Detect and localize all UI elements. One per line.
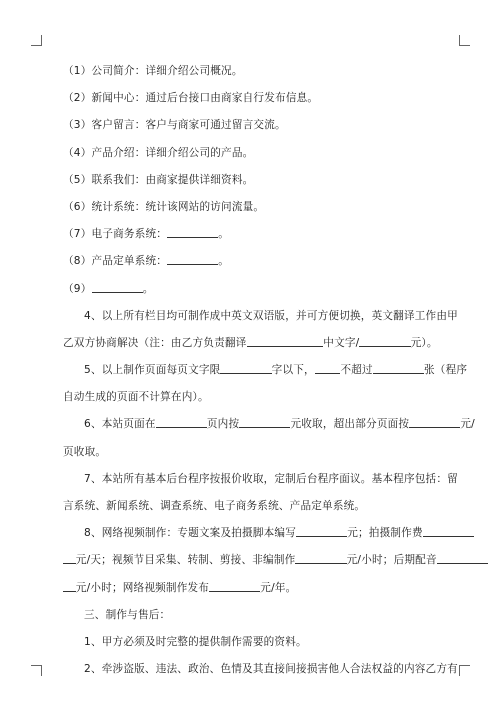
- paragraph-line: [63, 629, 441, 656]
- crop-mark-top-left: [31, 35, 42, 46]
- line-text: 中文字/: [323, 336, 360, 349]
- line-text: （5）联系我们：由商家提供详细资料。: [63, 173, 254, 186]
- line-text: 元/天；视频节目采集、转制、剪接、非编制作: [75, 554, 296, 567]
- line-text: 元）。: [410, 336, 438, 349]
- paragraph-line: [63, 411, 475, 438]
- fill-in-blank: [92, 281, 143, 293]
- line-text: （3）客户留言：客户与商家可通过留言交流。: [63, 119, 286, 132]
- line-text: 言系统、新闻系统、调查系统、电子商务系统、产品定单系统。: [63, 500, 366, 512]
- line-text: 自动生成的页面不计算在内）。: [63, 391, 209, 404]
- line-text: 张（程序: [424, 364, 468, 377]
- fill-in-blank: [63, 580, 76, 592]
- line-text: 乙双方协商解决（注：由乙方负责翻译: [63, 336, 247, 349]
- line-text: 8、网络视频制作：专题文案及拍摄脚本编写: [84, 527, 297, 540]
- paragraph-line: [63, 85, 441, 112]
- paragraph-line: [63, 520, 441, 547]
- fill-in-blank: [423, 525, 474, 537]
- fill-in-blank: [247, 335, 324, 347]
- line-text: 6、本站页面在: [84, 418, 156, 431]
- fill-in-blank: [209, 580, 260, 592]
- paragraph-line: [63, 58, 441, 85]
- line-text: 。: [142, 282, 154, 295]
- line-text: （1）公司简介：详细介绍公司概况。: [63, 65, 243, 77]
- paragraph-line: [63, 493, 441, 520]
- fill-in-blank: [239, 416, 290, 428]
- fill-in-blank: [220, 362, 271, 374]
- paragraph-line: [63, 303, 458, 330]
- fill-in-blank: [295, 552, 346, 564]
- line-text: 不超过: [340, 364, 373, 377]
- line-text: （4）产品介绍：详细介绍公司的产品。: [63, 146, 254, 159]
- line-text: 元/小时；后期配音: [346, 554, 437, 567]
- line-text: 三、制作与售后：: [84, 608, 171, 621]
- line-text: （8）产品定单系统：: [63, 255, 168, 268]
- fill-in-blank: [296, 525, 347, 537]
- paragraph-line: [63, 575, 441, 602]
- line-text: 4、以上所有栏目均可制作成中英文双语版，并可方便切换，英文翻译工作由甲: [84, 309, 458, 322]
- paragraph-line: [63, 112, 441, 139]
- crop-mark-bottom-right: [459, 665, 470, 676]
- line-text: 页内按: [206, 418, 240, 431]
- line-text: 元收取，超出部分页面按: [290, 418, 410, 431]
- line-text: 字以下，: [271, 364, 315, 377]
- paragraph-line: [63, 248, 441, 275]
- crop-mark-top-right: [459, 35, 470, 46]
- paragraph-line: [63, 221, 441, 248]
- line-text: 元；拍摄制作费: [347, 527, 423, 540]
- line-text: 7、本站所有基本后台程序按报价收取，定制后台程序面议。基本程序包括：留: [84, 472, 458, 485]
- fill-in-blank: [359, 335, 410, 347]
- line-text: 页收取。: [63, 445, 107, 458]
- line-text: （7）电子商务系统：: [63, 228, 168, 241]
- line-text: 。: [218, 255, 230, 268]
- line-text: （9）: [63, 282, 92, 295]
- crop-mark-bottom-left: [31, 665, 42, 676]
- fill-in-blank: [167, 253, 218, 265]
- line-text: 元/: [460, 418, 475, 431]
- document-body: [63, 58, 475, 683]
- fill-in-blank: [373, 362, 424, 374]
- fill-in-blank: [63, 552, 76, 564]
- paragraph-line: [63, 330, 441, 357]
- paragraph-line: [63, 656, 458, 683]
- paragraph-line: [63, 276, 441, 303]
- line-text: （2）新闻中心：通过后台接口由商家自行发布信息。: [63, 92, 319, 105]
- paragraph-line: [63, 439, 441, 466]
- paragraph-line: [63, 357, 468, 384]
- paragraph-line: [63, 466, 458, 493]
- line-text: （6）统计系统：统计该网站的访问流量。: [63, 200, 265, 213]
- line-text: 1、甲方必须及时完整的提供制作需要的资料。: [84, 635, 307, 648]
- paragraph-line: [63, 167, 441, 194]
- line-text: 5、以上制作页面每页文字限: [84, 364, 221, 377]
- paragraph-line: [63, 194, 441, 221]
- line-text: 。: [218, 228, 230, 241]
- fill-in-blank: [315, 362, 341, 374]
- paragraph-line: [63, 384, 441, 411]
- line-text: 元/小时；网络视频制作发布: [75, 581, 210, 594]
- fill-in-blank: [167, 226, 218, 238]
- paragraph-line: [63, 547, 441, 574]
- paragraph-line: [63, 602, 441, 629]
- fill-in-blank: [409, 416, 460, 428]
- paragraph-line: [63, 140, 441, 167]
- line-text: 2、牵涉盗版、违法、政治、色情及其直接间接损害他人合法权益的内容乙方有: [84, 663, 458, 676]
- fill-in-blank: [156, 416, 207, 428]
- fill-in-blank: [437, 552, 488, 564]
- line-text: 元/年。: [260, 581, 297, 594]
